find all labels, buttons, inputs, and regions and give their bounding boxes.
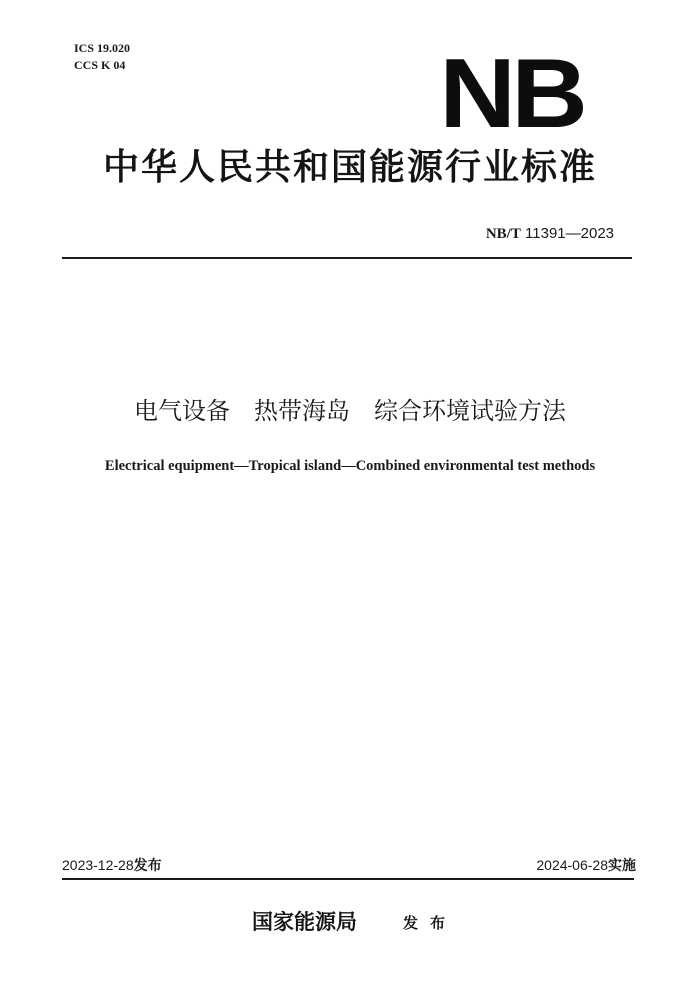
publish-label: 发布: [403, 914, 458, 932]
implementation-date-suffix: 实施: [608, 858, 636, 874]
standard-number-value: 11391—2023: [525, 225, 614, 242]
top-divider: [62, 257, 632, 259]
implementation-date: [536, 855, 636, 876]
classification-codes: [74, 40, 130, 74]
implementation-date-value: 2024-06-28: [536, 857, 608, 873]
nb-logo: NB: [439, 38, 584, 148]
issue-date-suffix: 发布: [133, 858, 162, 874]
issue-date-value: 2023-12-28: [62, 857, 134, 873]
issue-date: [62, 855, 162, 876]
standard-number: [486, 224, 614, 244]
standard-number-prefix: NB/T: [485, 226, 521, 242]
publisher-name: 国家能源局: [252, 910, 357, 934]
ics-code: ICS 19.020: [74, 41, 131, 55]
standard-category-title: 中华人民共和国能源行业标准: [102, 146, 597, 188]
document-title-english: Electrical equipment—Tropical island—Combined environmental test methods: [104, 458, 596, 474]
bottom-divider: [62, 878, 634, 880]
document-title-chinese: 电气设备 热带海岛 综合环境试验方法: [134, 397, 566, 425]
ccs-code: CCS K 04: [74, 58, 126, 72]
